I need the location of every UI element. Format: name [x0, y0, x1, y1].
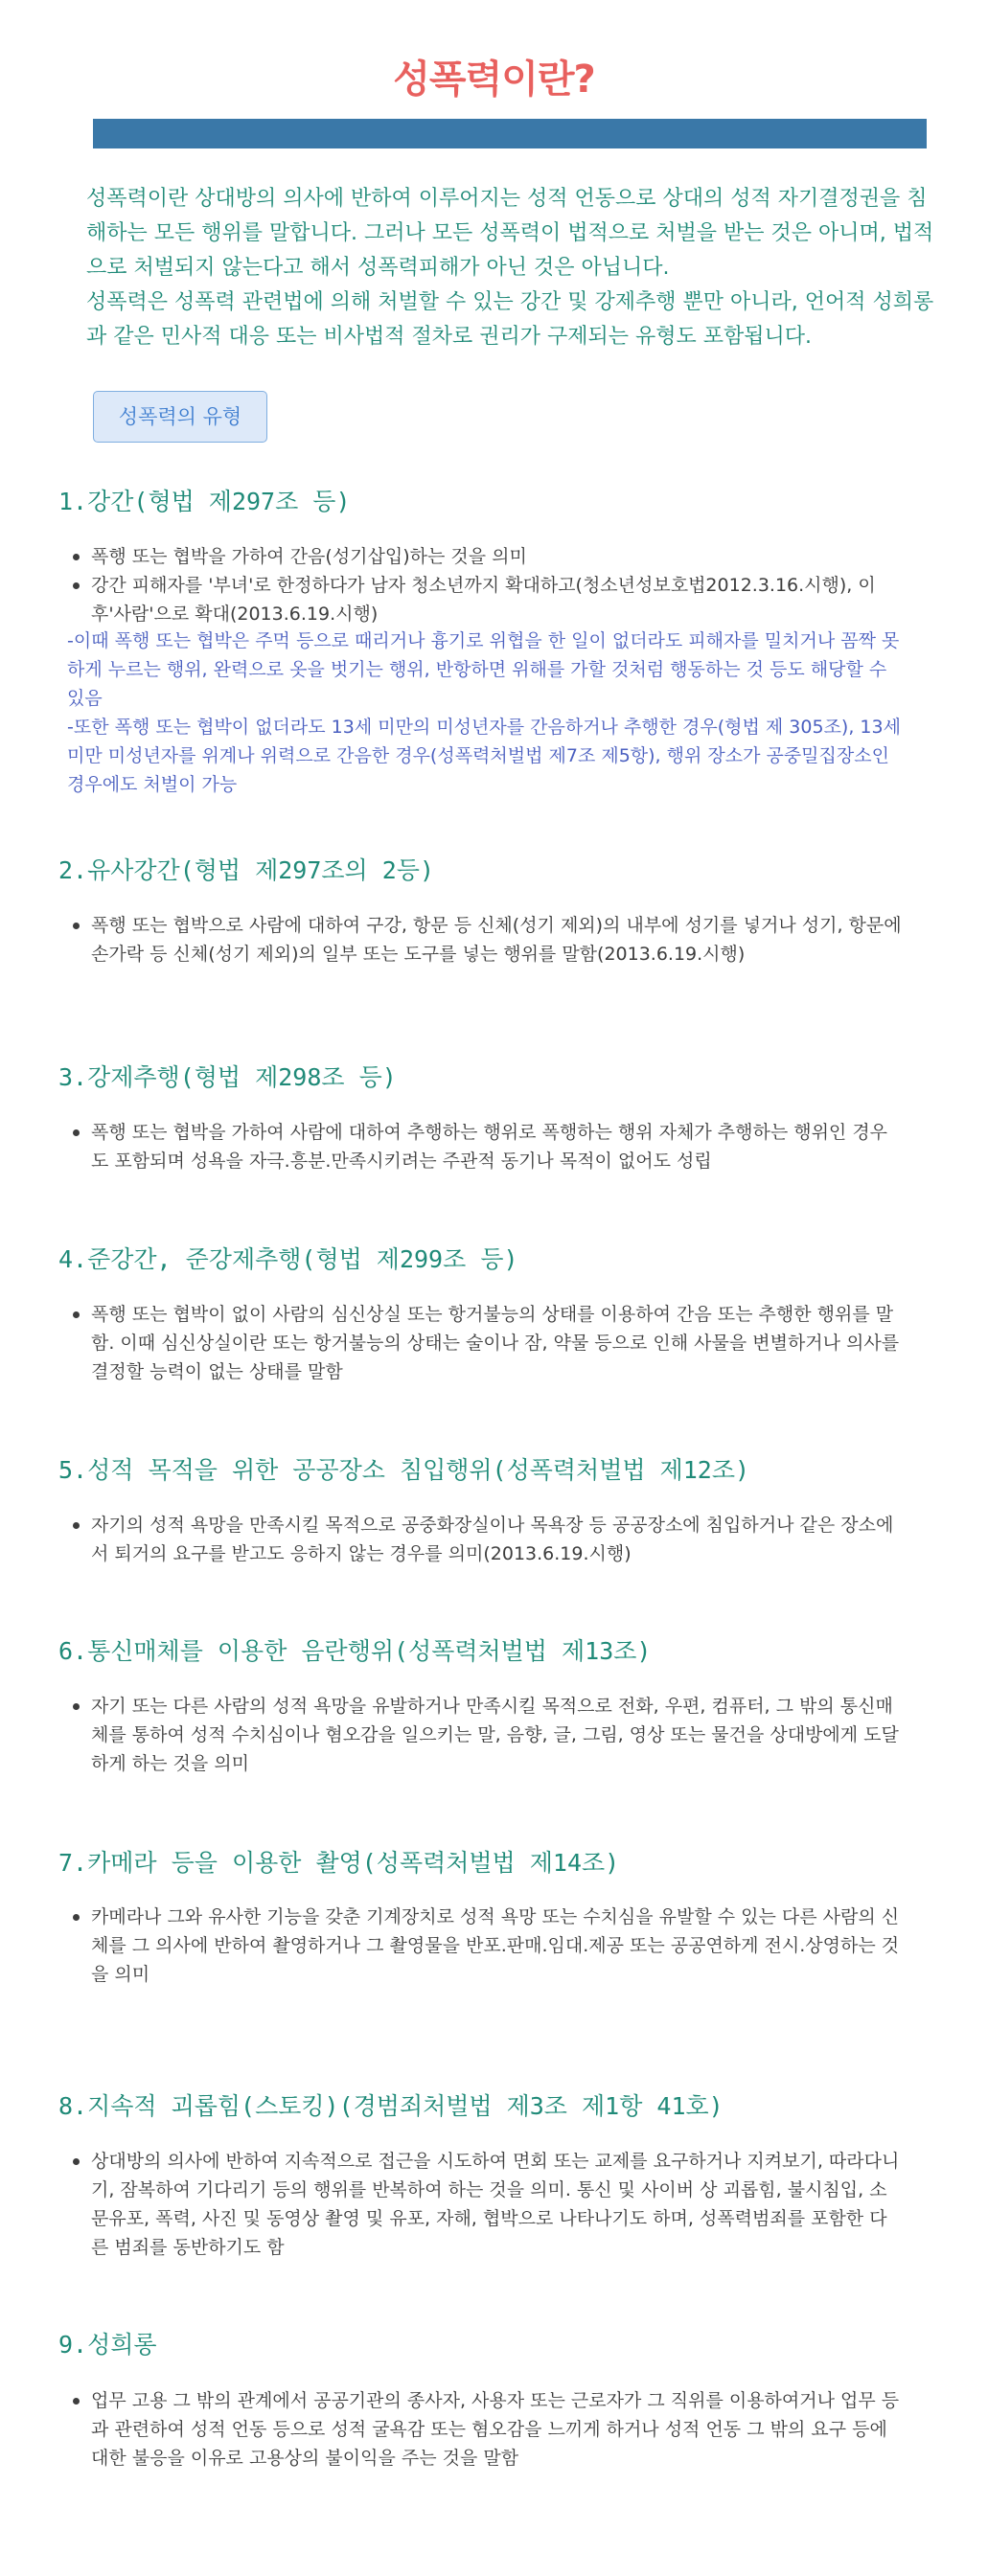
section-list	[69, 2147, 903, 2262]
section-list	[69, 1118, 903, 1175]
section-list	[69, 1903, 903, 1989]
list-item: 강간 피해자를 '부녀'로 한정하다가 남자 청소년까지 확대하고(청소년성보호법2012.3.16.시행), 이후'사람'으로 확대(2013.6.19.시행)	[69, 571, 903, 628]
section-heading-public-place-intrusion: 5.성적 목적을 위한 공공장소 침입행위(성폭력처벌법 제12조)	[58, 1456, 750, 1484]
section-heading-sexual-harassment: 9.성희롱	[58, 2331, 157, 2359]
section-heading-stalking: 8.지속적 괴롭힘(스토킹)(경범죄처벌법 제3조 제1항 41호)	[58, 2092, 724, 2120]
section-list	[69, 542, 903, 628]
title-divider-bar	[93, 119, 927, 148]
list-item: 카메라나 그와 유사한 기능을 갖춘 기계장치로 성적 욕망 또는 수치심을 유발할 수 있는 다른 사람의 신체를 그 의사에 반하여 촬영하거나 그 촬영물을 반포.판매.임대.제공 또는 공공연하게 전시.상영하는 것을 의미	[69, 1903, 903, 1989]
section-heading-quasi-rape: 2.유사강간(형법 제297조의 2등)	[58, 856, 435, 884]
section-note: -또한 폭행 또는 협박이 없더라도 13세 미만의 미성년자를 간음하거나 추행한 경우(형법 제 305조), 13세 미만 미성년자를 위계나 위력으로 간음한 경우(성폭력처벌법 제7조 제5항), 행위 장소가 공중밀집장소인 경우에도 처벌이 가능	[67, 717, 901, 795]
section-heading-quasi-rape-assault: 4.준강간, 준강제추행(형법 제299조 등)	[58, 1245, 518, 1273]
list-item: 폭행 또는 협박이 없이 사람의 심신상실 또는 항거불능의 상태를 이용하여 간음 또는 추행한 행위를 말함. 이때 심신상실이란 또는 항거불능의 상태는 술이나 잠, 약물 등으로 인해 사물을 변별하거나 의사를 결정할 능력이 없는 상태를 말함	[69, 1300, 903, 1386]
section-list	[69, 1511, 903, 1568]
list-item: 폭행 또는 협박을 가하여 간음(성기삽입)하는 것을 의미	[69, 542, 903, 571]
list-item: 폭행 또는 협박을 가하여 사람에 대하여 추행하는 행위로 폭행하는 행위 자체가 추행하는 행위인 경우도 포함되며 성욕을 자극.흥분.만족시키려는 주관적 동기나 목적이 없어도 성립	[69, 1118, 903, 1175]
section-heading-indecent-assault: 3.강제추행(형법 제298조 등)	[58, 1063, 397, 1091]
list-item: 상대방의 의사에 반하여 지속적으로 접근을 시도하여 면회 또는 교제를 요구하거나 지켜보기, 따라다니기, 잠복하여 기다리기 등의 행위를 반복하여 하는 것을 의미. 통신 및 사이버 상 괴롭힘, 불시침입, 소문유포, 폭력, 사진 및 동영상 촬영 및 유포, 자해, 협박으로 나타나기도 하며, 성폭력범죄를 포함한 다른 범죄를 동반하기도 함	[69, 2147, 903, 2262]
list-item: 업무 고용 그 밖의 관계에서 공공기관의 종사자, 사용자 또는 근로자가 그 직위를 이용하여거나 업무 등과 관련하여 성적 언동 등으로 성적 굴욕감 또는 혐오감을 느끼게 하거나 성적 언동 그 밖의 요구 등에 대한 불응을 이유로 고용상의 불이익을 주는 것을 말함	[69, 2386, 903, 2473]
page-title: 성폭력이란?	[393, 57, 595, 102]
section-list	[69, 911, 903, 969]
section-heading-camera-filming: 7.카메라 등을 이용한 촬영(성폭력처벌법 제14조)	[58, 1849, 620, 1877]
section-list	[69, 1300, 903, 1386]
sexual-violence-types-button[interactable]: 성폭력의 유형	[93, 391, 267, 443]
section-heading-telecom-obscenity: 6.통신매체를 이용한 음란행위(성폭력처벌법 제13조)	[58, 1637, 652, 1665]
section-list	[69, 2386, 903, 2473]
section-note: -이때 폭행 또는 협박은 주먹 등으로 때리거나 흉기로 위협을 한 일이 없더라도 피해자를 밀치거나 꼼짝 못하게 누르는 행위, 완력으로 옷을 벗기는 행위, 반항하면 위해를 가할 것처럼 행동하는 것 등도 해당할 수 있음	[67, 630, 900, 709]
section-list	[69, 1692, 903, 1778]
list-item: 자기 또는 다른 사람의 성적 욕망을 유발하거나 만족시킬 목적으로 전화, 우편, 컴퓨터, 그 밖의 통신매체를 통하여 성적 수치심이나 혐오감을 일으키는 말, 음향, 글, 그림, 영상 또는 물건을 상대방에게 도달하게 하는 것을 의미	[69, 1692, 903, 1778]
list-item: 자기의 성적 욕망을 만족시킬 목적으로 공중화장실이나 목욕장 등 공공장소에 침입하거나 같은 장소에서 퇴거의 요구를 받고도 응하지 않는 경우를 의미(2013.6.19.시행)	[69, 1511, 903, 1568]
intro-paragraph: 성폭력은 성폭력 관련법에 의해 처벌할 수 있는 강간 및 강제추행 뿐만 아니라, 언어적 성희롱과 같은 민사적 대응 또는 비사법적 절차로 권리가 구제되는 유형도 포함됩니다.	[86, 290, 934, 349]
list-item: 폭행 또는 협박으로 사람에 대하여 구강, 항문 등 신체(성기 제외)의 내부에 성기를 넣거나 성기, 항문에 손가락 등 신체(성기 제외)의 일부 또는 도구를 넣는 행위를 말함(2013.6.19.시행)	[69, 911, 903, 969]
section-heading-rape: 1.강간(형법 제297조 등)	[58, 488, 351, 515]
intro-paragraph: 성폭력이란 상대방의 의사에 반하여 이루어지는 성적 언동으로 상대의 성적 자기결정권을 침해하는 모든 행위를 말합니다. 그러나 모든 성폭력이 법적으로 처벌을 받는 것은 아니며, 법적으로 처벌되지 않는다고 해서 성폭력피해가 아닌 것은 아닙니다.	[86, 187, 934, 280]
intro-text	[86, 182, 934, 354]
